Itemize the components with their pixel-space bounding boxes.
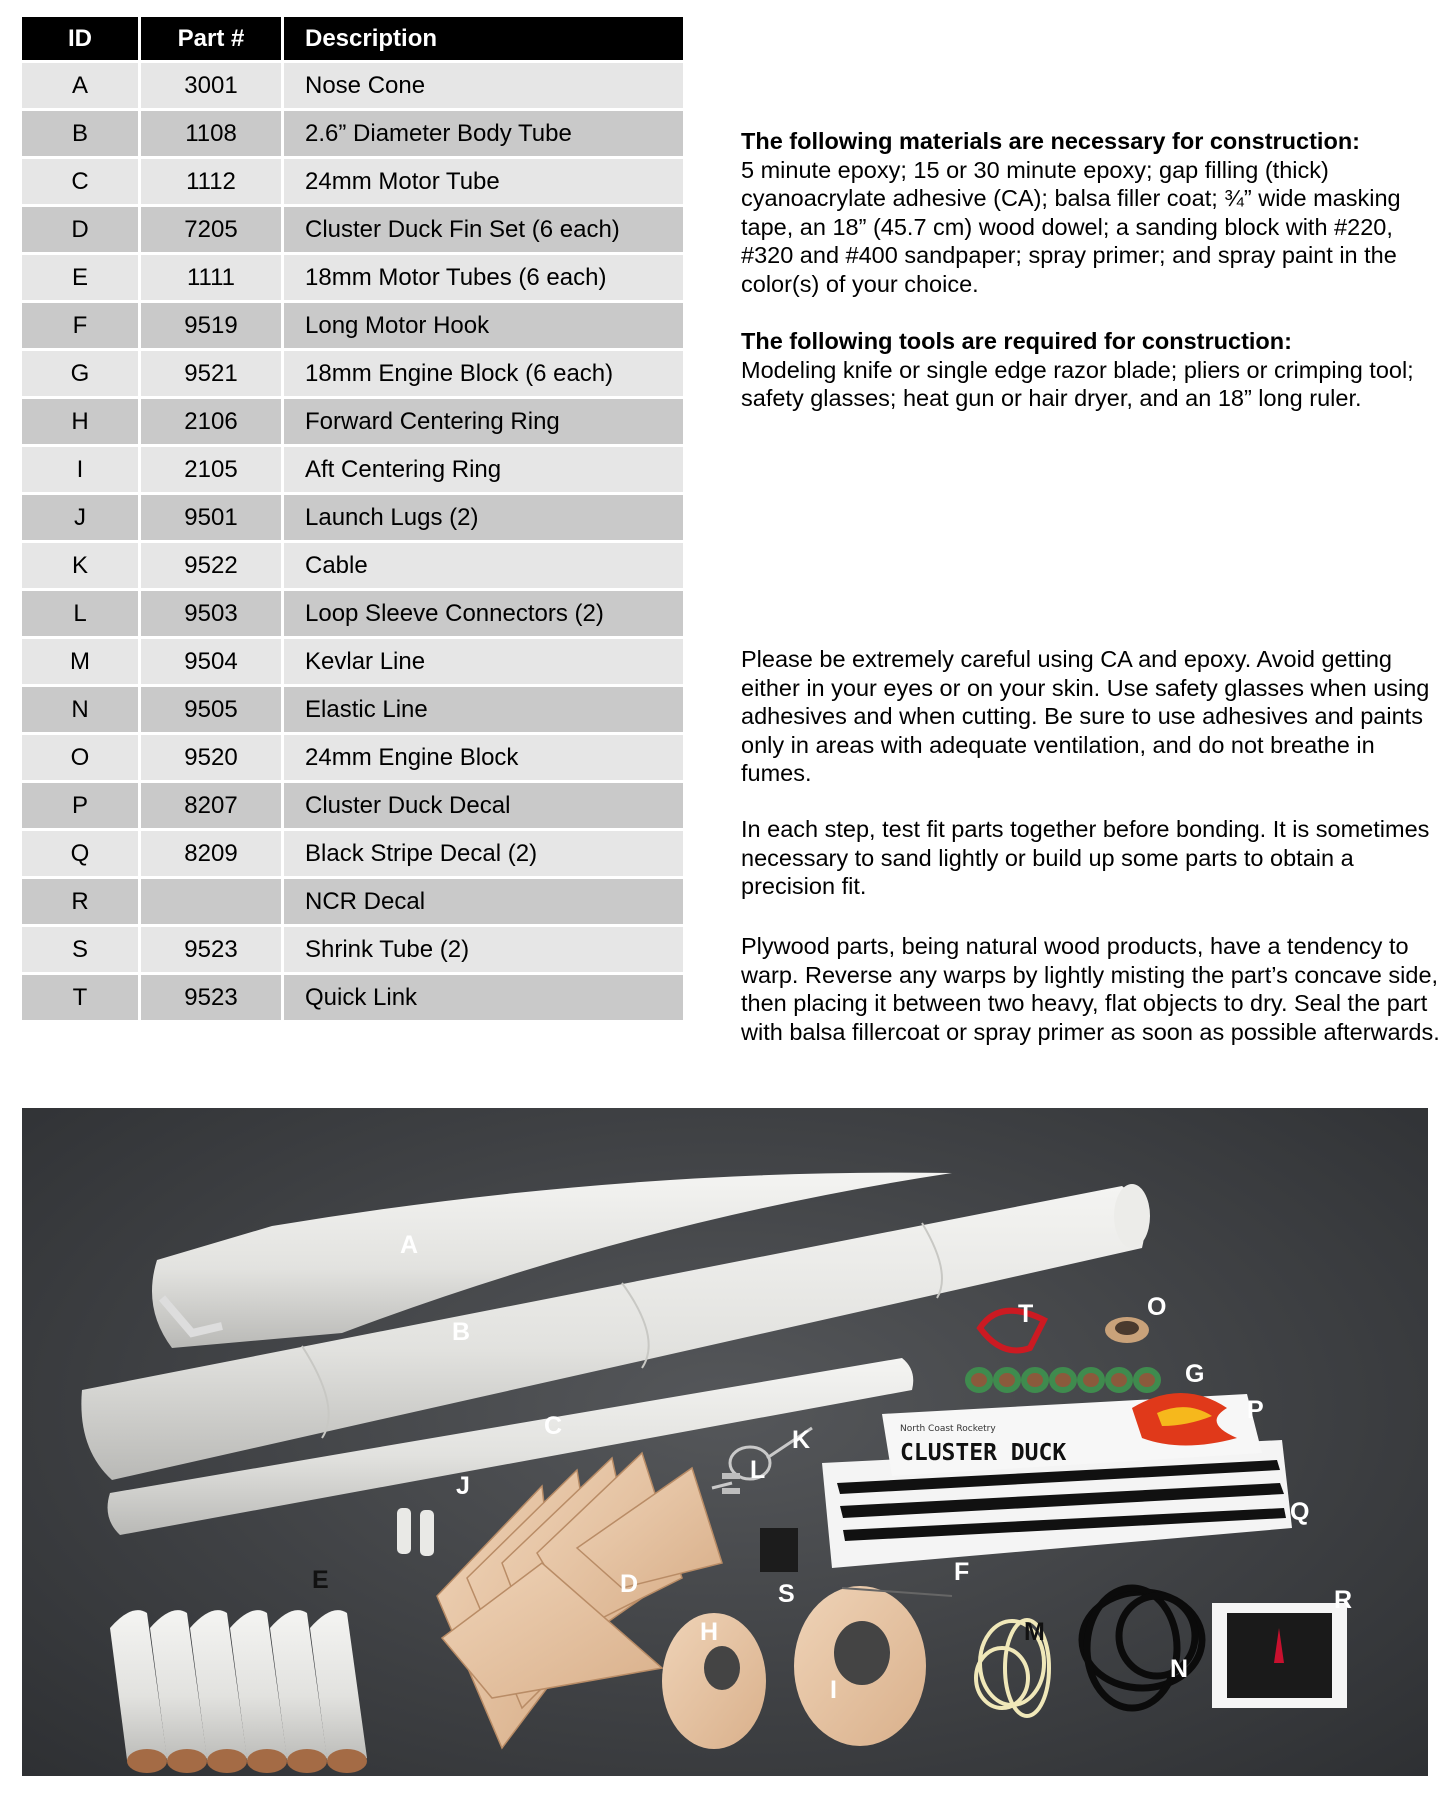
cell-description: 24mm Motor Tube [284,159,683,204]
callout-k: K [792,1426,811,1454]
cell-description: Black Stripe Decal (2) [284,831,683,876]
callout-b: B [452,1318,471,1346]
cell-description: Cable [284,543,683,588]
cell-id: Q [22,831,138,876]
cell-part-number: 2106 [141,399,281,444]
cell-description: Elastic Line [284,687,683,732]
table-row [22,255,683,300]
callout-s: S [778,1580,795,1608]
cell-description: Cluster Duck Decal [284,783,683,828]
table-row [22,783,683,828]
cell-description: Loop Sleeve Connectors (2) [284,591,683,636]
callout-e: E [312,1566,329,1594]
table-row [22,639,683,684]
callout-a: A [400,1231,419,1259]
table-row [22,159,683,204]
callout-j: J [456,1472,470,1500]
decal-brand-text: North Coast Rocketry [900,1424,996,1434]
table-row [22,591,683,636]
callout-m: M [1024,1618,1045,1646]
motor-tubes [110,1610,367,1773]
table-row [22,303,683,348]
table-row [22,543,683,588]
table-row [22,495,683,540]
cell-part-number: 9522 [141,543,281,588]
callout-r: R [1334,1586,1353,1614]
quick-link [980,1311,1044,1351]
callout-q: Q [1290,1498,1310,1526]
table-row [22,447,683,492]
aft-centering-ring [794,1586,926,1746]
cell-description: Forward Centering Ring [284,399,683,444]
cell-id: A [22,63,138,108]
callout-i: I [830,1676,837,1704]
cell-description: Quick Link [284,975,683,1020]
table-row [22,687,683,732]
launch-lugs [397,1508,434,1556]
table-row [22,399,683,444]
callout-t: T [1018,1300,1034,1328]
test-fit-paragraph: In each step, test fit parts together before bonding. It is sometimes necessary to sand lightly or build up some parts to obtain a precision fit. [741,816,1430,899]
cell-id: P [22,783,138,828]
cell-id: C [22,159,138,204]
cell-description: 2.6” Diameter Body Tube [284,111,683,156]
cell-description: Aft Centering Ring [284,447,683,492]
cell-part-number: 9523 [141,975,281,1020]
table-row [22,927,683,972]
materials-body: 5 minute epoxy; 15 or 30 minute epoxy; gap filling (thick) cyanoacrylate adhesive (CA); balsa filler coat; ¾” wide masking tape, an 18” (45.7 cm) wood dowel; a sanding block with #220, #320 and #400 sandpaper; spray primer; and spray paint in the color(s) of your choice. [741,156,1401,297]
engine-block-24mm [1105,1317,1149,1343]
cell-part-number [141,879,281,924]
cell-id: F [22,303,138,348]
cell-id: J [22,495,138,540]
cell-description: Cluster Duck Fin Set (6 each) [284,207,683,252]
table-row [22,207,683,252]
cell-part-number: 3001 [141,63,281,108]
cell-id: O [22,735,138,780]
cell-description: 18mm Engine Block (6 each) [284,351,683,396]
cell-description: Shrink Tube (2) [284,927,683,972]
cell-description: Long Motor Hook [284,303,683,348]
plywood-paragraph: Plywood parts, being natural wood products, have a tendency to warp. Reverse any warps by lightly misting the part’s concave side, then placing it between two heavy, flat objects to dry. Seal the part with balsa fillercoat or spray primer as soon as possible afterwards. [741,933,1440,1045]
table-row [22,63,683,108]
cell-part-number: 1112 [141,159,281,204]
table-row [22,831,683,876]
cell-id: B [22,111,138,156]
table-row [22,879,683,924]
engine-blocks [968,1370,1158,1390]
cell-part-number: 9505 [141,687,281,732]
callout-h: H [700,1618,719,1646]
parts-table-body [22,63,683,1020]
cell-part-number: 1111 [141,255,281,300]
ncr-decal [1212,1603,1347,1708]
cell-part-number: 9519 [141,303,281,348]
cell-id: M [22,639,138,684]
cell-id: K [22,543,138,588]
callout-l: L [750,1456,766,1484]
cell-id: H [22,399,138,444]
cell-id: S [22,927,138,972]
table-row [22,975,683,1020]
cell-part-number: 9501 [141,495,281,540]
cell-part-number: 9523 [141,927,281,972]
cell-description: 18mm Motor Tubes (6 each) [284,255,683,300]
shrink-tube [760,1528,798,1572]
materials-section [741,127,1441,298]
table-row [22,351,683,396]
cell-description: NCR Decal [284,879,683,924]
header-description: Description [284,17,683,60]
cell-description: Nose Cone [284,63,683,108]
cell-description: 24mm Engine Block [284,735,683,780]
callout-d: D [620,1570,639,1598]
callout-f: F [954,1558,970,1586]
parts-illustration [22,1108,1428,1776]
cell-part-number: 7205 [141,207,281,252]
callout-n: N [1170,1655,1189,1683]
elastic-line [1082,1588,1202,1708]
cell-id: N [22,687,138,732]
cell-id: R [22,879,138,924]
cell-id: I [22,447,138,492]
tools-heading: The following tools are required for construction: [741,328,1292,354]
cell-part-number: 9503 [141,591,281,636]
callout-c: C [544,1412,563,1440]
cell-part-number: 8209 [141,831,281,876]
callout-o: O [1147,1293,1167,1321]
parts-table [19,14,686,1023]
materials-heading: The following materials are necessary for construction: [741,128,1360,154]
cell-id: T [22,975,138,1020]
cell-part-number: 2105 [141,447,281,492]
cell-part-number: 9504 [141,639,281,684]
header-part-number: Part # [141,17,281,60]
table-row [22,735,683,780]
cell-id: D [22,207,138,252]
cell-description: Launch Lugs (2) [284,495,683,540]
table-row [22,111,683,156]
table-header-row [22,17,683,60]
cell-part-number: 9521 [141,351,281,396]
cell-part-number: 8207 [141,783,281,828]
cell-id: L [22,591,138,636]
decal-title-text: CLUSTER DUCK [900,1440,1067,1466]
tools-body: Modeling knife or single edge razor blade; pliers or crimping tool; safety glasses; heat gun or hair dryer, and an 18” long ruler. [741,356,1414,411]
safety-paragraph: Please be extremely careful using CA and epoxy. Avoid getting either in your eyes or on your skin. Use safety glasses when using adhesives and when cutting. Be sure to use adhesives and paints only in areas with adequate ventilation, and do not breathe in fumes. [741,646,1430,786]
cell-description: Kevlar Line [284,639,683,684]
cell-id: E [22,255,138,300]
header-id: ID [22,17,138,60]
cell-id: G [22,351,138,396]
tools-section [741,327,1441,413]
parts-photo [22,1108,1428,1776]
cell-part-number: 9520 [141,735,281,780]
callout-p: P [1247,1396,1264,1424]
callout-g: G [1185,1360,1205,1388]
cell-part-number: 1108 [141,111,281,156]
